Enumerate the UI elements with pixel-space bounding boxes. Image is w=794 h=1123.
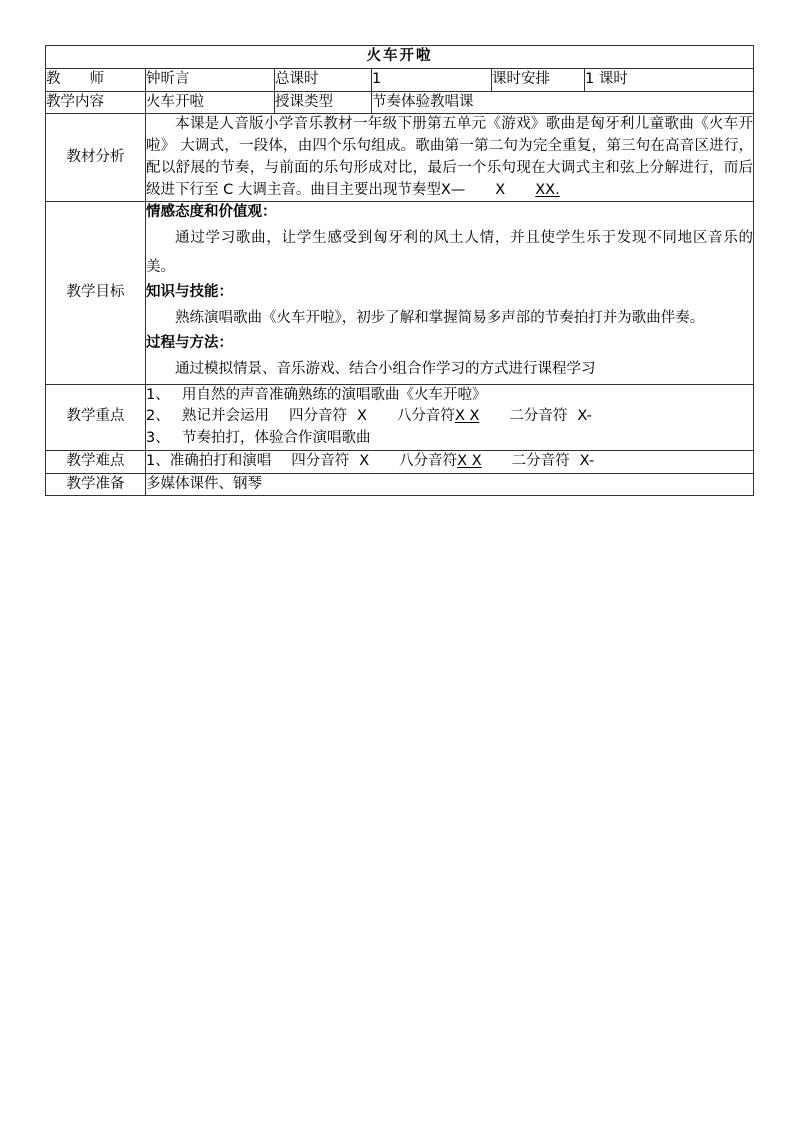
key-point-2-eighth-label: 八分音符	[396, 408, 455, 425]
label-preparation: 教学准备	[46, 473, 146, 496]
value-teacher-name: 钟昕言	[146, 68, 275, 91]
goals-section-2-heading: 知识与技能：	[146, 284, 233, 300]
label-period-arrangement: 课时安排	[492, 68, 585, 91]
difficulty-eighth-symbol: X X	[457, 452, 482, 469]
table-row-difficulty	[46, 450, 754, 473]
cell-preparation	[146, 473, 754, 496]
analysis-rhythm-1: X—	[440, 181, 466, 198]
key-point-2-number: 2、	[146, 408, 170, 425]
label-difficulty: 教学难点	[46, 450, 146, 473]
analysis-rhythm-3: XX.	[535, 181, 560, 198]
key-point-2-half-label: 二分音符	[509, 408, 568, 425]
value-lesson-type: 节奏体验教唱课	[372, 91, 754, 114]
key-point-item-2	[146, 406, 753, 428]
goals-section-1-body: 通过学习歌曲，让学生感受到匈牙利的风土人情，并且使学生乐于发现不同地区音乐的美。	[146, 230, 754, 275]
cell-material-analysis	[146, 114, 754, 202]
table-row-key-points	[46, 384, 754, 450]
cell-difficulty	[146, 450, 754, 473]
key-point-2-half-symbol: X-	[577, 408, 592, 425]
label-total-periods: 总课时	[275, 68, 372, 91]
difficulty-text: 1、准确拍打和演唱	[146, 452, 272, 469]
label-teaching-goals: 教学目标	[46, 202, 146, 384]
value-teaching-content: 火车开啦	[146, 91, 275, 114]
key-point-2-eighth-symbol: X X	[454, 408, 480, 425]
preparation-text: 多媒体课件、钢琴	[146, 475, 262, 492]
key-point-item-1	[146, 385, 753, 407]
difficulty-half-label: 二分音符	[511, 452, 570, 469]
table-row-title	[46, 46, 754, 69]
value-period-arrangement: 1 课时	[585, 68, 754, 91]
difficulty-quarter-label: 四分音符	[291, 452, 350, 469]
value-total-periods: 1	[372, 68, 492, 91]
key-point-3-number: 3、	[146, 430, 170, 446]
table-row-goals	[46, 202, 754, 384]
goals-section-3-body: 通过模拟情景、音乐游戏、结合小组合作学习的方式进行课程学习	[175, 360, 596, 377]
key-point-1-text: 用自然的声音准确熟练的演唱歌曲《火车开啦》	[182, 386, 487, 403]
lesson-plan-table	[45, 45, 754, 496]
goals-section-2-body: 熟练演唱歌曲《火车开啦》，初步了解和掌握简易多声部的节奏拍打并为歌曲伴奏。	[175, 309, 705, 326]
label-teacher-text: 教 师	[46, 70, 104, 87]
key-point-item-3	[146, 428, 753, 450]
label-lesson-type: 授课类型	[275, 91, 372, 114]
document-title: 火车开啦	[46, 46, 754, 69]
goals-section-3-heading: 过程与方法：	[146, 334, 233, 351]
table-row-content	[46, 91, 754, 114]
difficulty-half-symbol: X-	[579, 452, 595, 469]
key-point-3-text: 节奏拍打，体验合作演唱歌曲	[182, 430, 371, 446]
difficulty-eighth-label: 八分音符	[399, 452, 458, 469]
label-teacher	[46, 68, 146, 91]
analysis-text: 本课是人音版小学音乐教材一年级下册第五单元《游戏》歌曲是匈牙利儿童歌曲《火车开啦》 大调式，一段体，由四个乐句组成。歌曲第一第二句为完全重复，第三句在高音区进行，配以舒展的节奏，与前面的乐句形成对比，最后一个乐句现在大调式主和弦上分解进行，而后级进下行至 C 大调主音。曲目主要出现节奏型	[146, 116, 754, 198]
goals-section-1-heading: 情感态度和价值观：	[146, 204, 277, 221]
analysis-paragraph	[146, 114, 753, 201]
difficulty-item-1	[146, 451, 753, 473]
table-row-analysis	[46, 114, 754, 202]
key-point-2-quarter-label: 四分音符	[289, 408, 347, 425]
label-teaching-content: 教学内容	[46, 91, 146, 114]
cell-teaching-goals	[146, 202, 754, 384]
key-point-2-quarter-symbol: X	[357, 408, 367, 425]
key-point-2-text: 熟记并会运用	[182, 408, 269, 425]
table-row-preparation	[46, 473, 754, 496]
label-material-analysis: 教材分析	[46, 114, 146, 202]
difficulty-quarter-symbol: X	[359, 452, 370, 469]
cell-key-points	[146, 384, 754, 450]
label-key-points: 教学重点	[46, 384, 146, 450]
key-point-1-number: 1、	[146, 386, 170, 403]
table-row-teacher	[46, 68, 754, 91]
analysis-rhythm-2: X	[495, 181, 506, 198]
